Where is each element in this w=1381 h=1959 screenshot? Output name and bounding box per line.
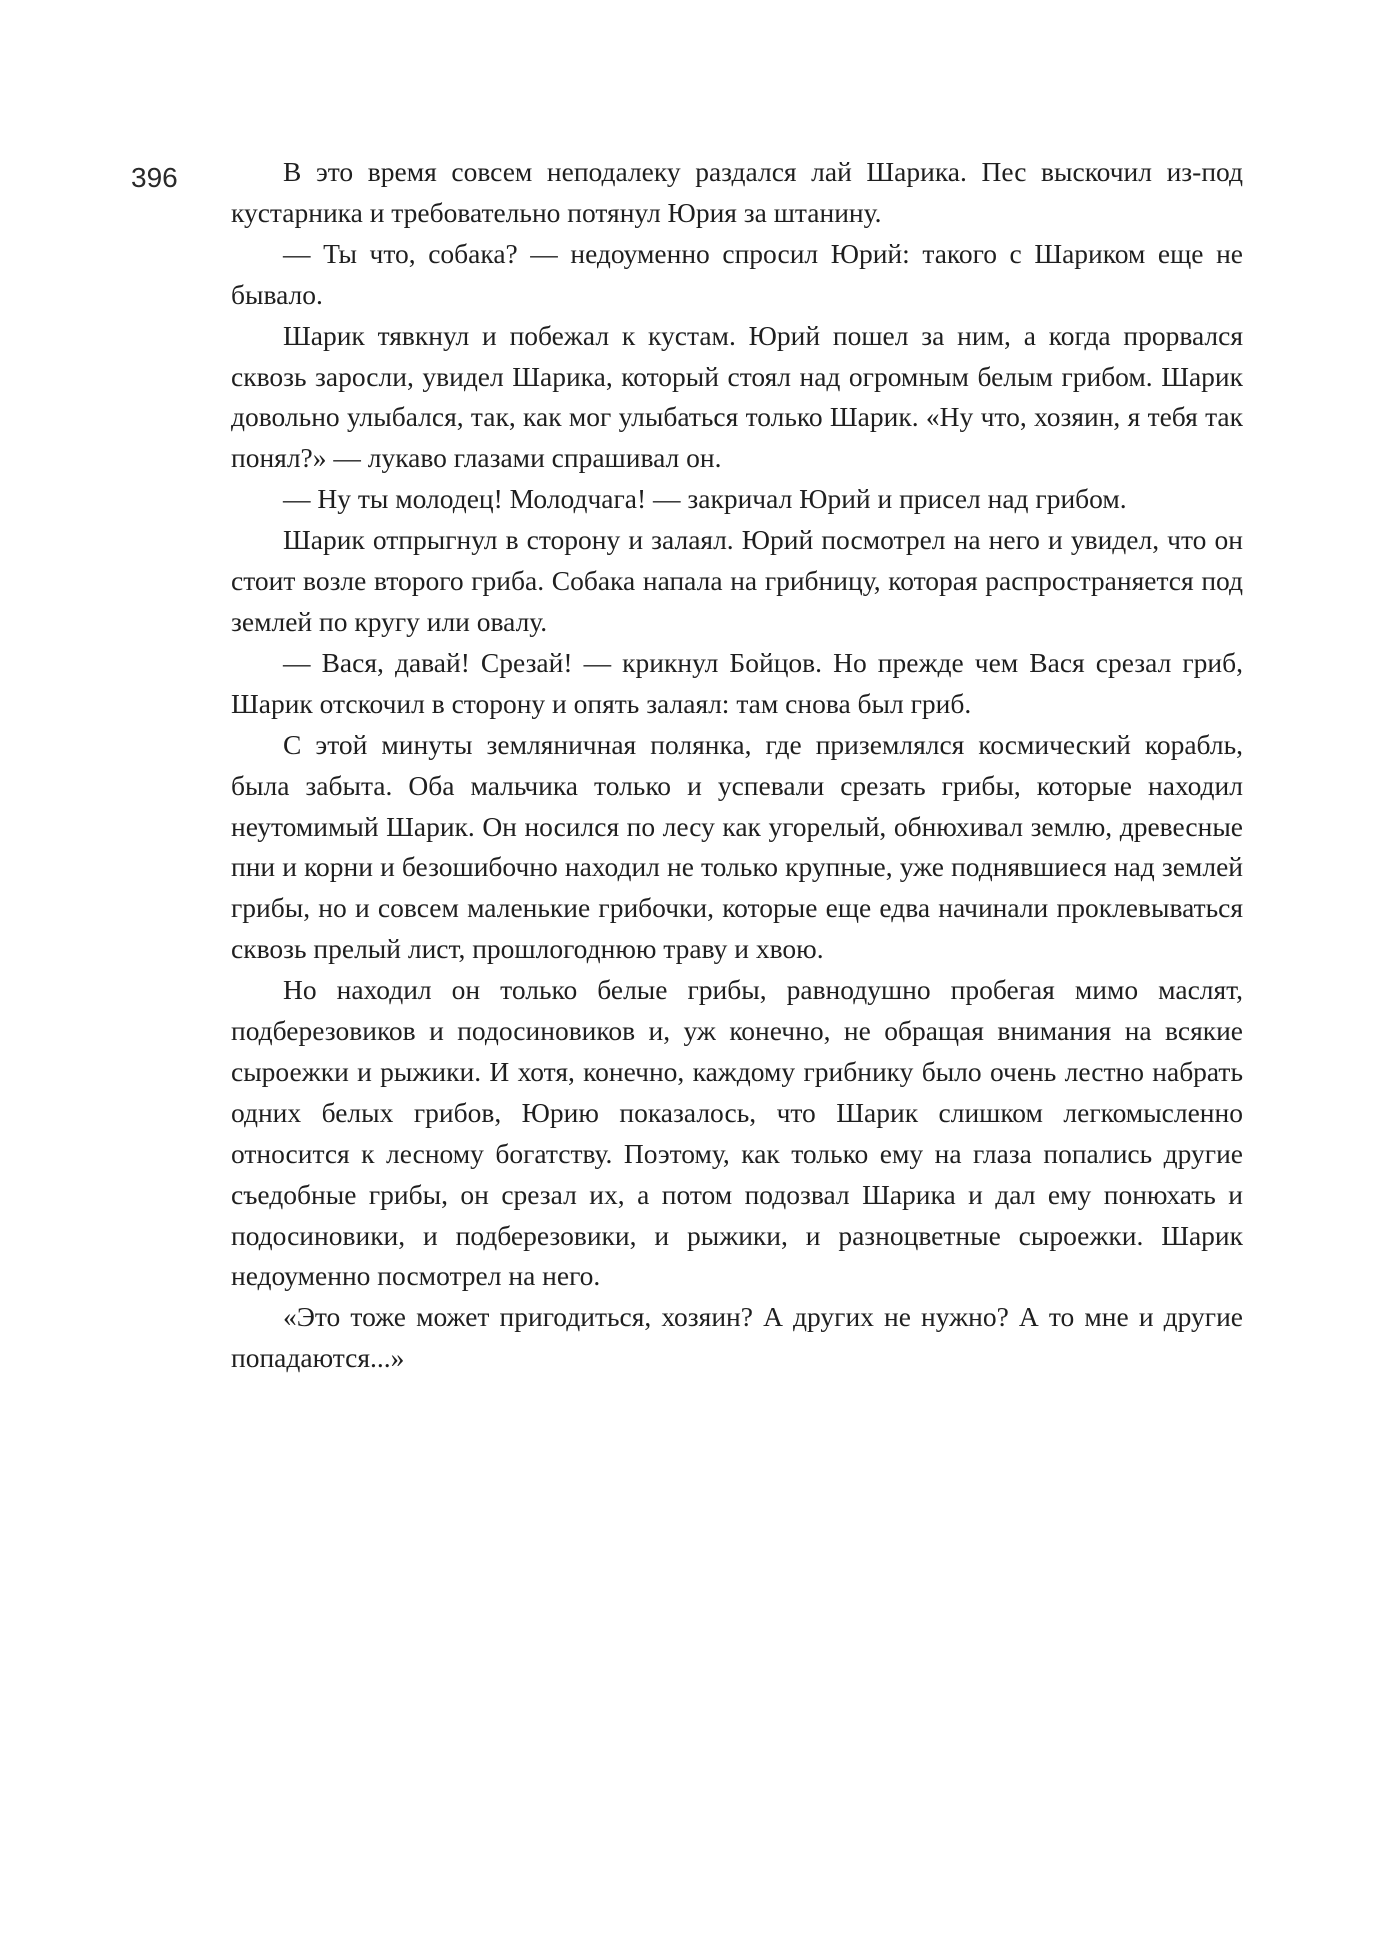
paragraph-2: — Ты что, собака? — недоуменно спросил Юрий: такого с Шариком еще не бывало.: [231, 237, 1243, 310]
paragraph-8: Но находил он только белые грибы, равнодушно пробегая мимо маслят, подберезовиков и подосиновиков и, уж конечно, не обращая внимания на всякие сыроежки и рыжики. И хотя, конечно, каждому грибнику было очень лестно набрать одних белых грибов, Юрию показалось, что Шарик слишком легкомысленно относится к лесному богатству. Поэтому, как только ему на глаза попались другие съедобные грибы, он срезал их, а потом подозвал Шарика и дал ему понюхать и подосиновики, и подберезовики, и рыжики, и разноцветные сыроежки. Шарик недоуменно посмотрел на него.: [231, 974, 1243, 1292]
paragraph-1: В это время совсем неподалеку раздался лай Шарика. Пес выскочил из-под кустарника и требовательно потянул Юрия за штанину.: [231, 156, 1243, 228]
paragraph-5: Шарик отпрыгнул в сторону и залаял. Юрий посмотрел на него и увидел, что он стоит возле второго гриба. Собака напала на грибницу, которая распространяется под землей по кругу или овалу.: [231, 524, 1243, 637]
paragraph-7: С этой минуты земляничная полянка, где приземлялся космический корабль, была забыта. Оба мальчика только и успевали срезать грибы, которые находил неутомимый Шарик. Он носился по лесу как угорелый, обнюхивал землю, древесные пни и корни и безошибочно находил не только крупные, уже поднявшиеся над землей грибы, но и совсем маленькие грибочки, которые еще едва начинали проклевываться сквозь прелый лист, прошлогоднюю траву и хвою.: [231, 728, 1243, 965]
body-text: [231, 152, 1243, 1379]
page-number: 396: [131, 162, 178, 193]
paragraph-4: — Ну ты молодец! Молодчага! — закричал Юрий и присел над грибом.: [283, 483, 1127, 515]
paragraph-9: «Это тоже может пригодиться, хозяин? А других не нужно? А то мне и другие попадаются...»: [231, 1301, 1243, 1374]
paragraph-6: — Вася, давай! Срезай! — крикнул Бойцов. Но прежде чем Вася срезал гриб, Шарик отскочил в сторону и опять залаял: там снова был гриб.: [231, 646, 1243, 719]
paragraph-3: Шарик тявкнул и побежал к кустам. Юрий пошел за ним, а когда прорвался сквозь заросли, увидел Шарика, который стоял над огромным белым грибом. Шарик довольно улыбался, так, как мог улыбаться только Шарик. «Ну что, хозяин, я тебя так понял?» — лукаво глазами спрашивал он.: [231, 319, 1243, 474]
